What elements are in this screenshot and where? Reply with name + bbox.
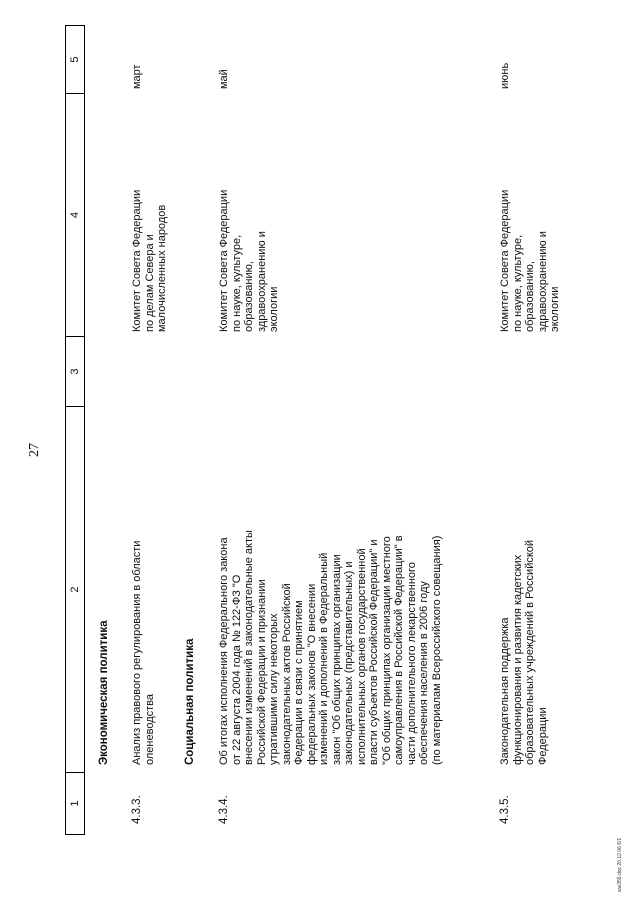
column-header-4: 4 [69, 211, 81, 219]
section-heading-economic: Экономическая политика [98, 620, 110, 765]
row-title: Законодательная поддержка функционирования и развития кадетских образовательных учреждений в Российской Федерации [499, 539, 549, 765]
row-responsible: Комитет Совета Федерации по делам Севера и малочисленных народов [131, 189, 168, 332]
row-title: Анализ правового регулирования в области оленеводства [131, 540, 156, 765]
column-header-5: 5 [69, 56, 81, 63]
column-header-1: 1 [69, 800, 81, 807]
column-header-2: 2 [69, 586, 81, 593]
column-header-3: 3 [69, 368, 81, 375]
page-number: 27 [27, 443, 42, 457]
row-number: 4.3.5. [499, 795, 511, 824]
header-bottom-border [84, 25, 85, 835]
section-heading-social: Социальная политика [184, 638, 196, 765]
row-number: 4.3.4. [218, 795, 230, 824]
row-title: Об итогах исполнения Федерального закона от 22 августа 2004 года № 122-ФЗ "О внесении изменений в законодательные акты Российской Федерации и признании утратившими силу некоторых законодательных актов Российской Федерации в связи с принятием федеральных законов "О внесении изменений и дополнений в Федеральный закон "Об общих принципах организации законодательных (представительных) и исполнительных органов государственной власти субъектов Российской Федерации" и "Об общих принципах организации местного самоуправления в Российской Федерации" в части дополнительного лекарственного обеспечения населения в 2006 году (по материалам Всероссийского совещания) [218, 530, 443, 765]
table-left-border [65, 834, 85, 835]
document-footer: ww355.doc 20.12.06 6/1 [617, 837, 623, 892]
row-period: июнь [499, 62, 511, 89]
row-responsible: Комитет Совета Федерации по науке, культуре, образованию, здравоохранению и экологии [218, 189, 280, 332]
row-responsible: Комитет Совета Федерации по науке, культуре, образованию, здравоохранению и экологии [499, 189, 561, 332]
table-top-border [65, 25, 66, 835]
row-number: 4.3.3. [131, 795, 143, 824]
row-period: май [218, 69, 230, 89]
row-period: март [131, 64, 143, 89]
